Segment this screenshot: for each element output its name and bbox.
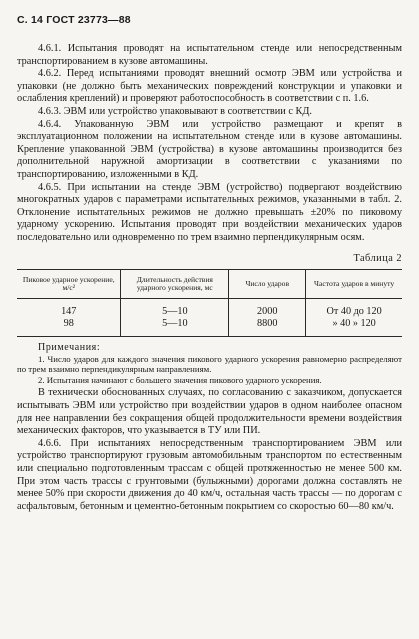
table-cell: 8800 (229, 318, 306, 336)
table-cell: 2000 (229, 299, 306, 318)
table-cell: 98 (17, 318, 121, 336)
page-header: С. 14 ГОСТ 23773—88 (17, 14, 131, 26)
paragraph-4-6-5: 4.6.5. При испытании на стенде ЭВМ (устройство) подвергают воздействию многократных ударов с параметрами испытательных режимов, указанными в табл. 2. Отклонение испытательных режимов не должно превышать ±20% по пиковому ударному ускорению. Испытания проводят при воздействии механических ударов последовательно или одновременно по трем взаимно перпендикулярным осям. (17, 181, 402, 243)
document-body (17, 43, 402, 513)
column-header-duration: Длительность действия ударного ускорения, мс (121, 269, 229, 299)
paragraph-4-6-3: 4.6.3. ЭВМ или устройство упаковывают в соответствии с КД. (38, 105, 312, 117)
table-cell: 5—10 (121, 318, 229, 336)
table-header-row (17, 269, 402, 299)
paragraph-4-6-1: 4.6.1. Испытания проводят на испытательном стенде или непосредственным транспортированием в кузове автомашины. (17, 43, 402, 67)
paragraph-exception: В технически обоснованных случаях, по согласованию с заказчиком, допускается испытывать ЭВМ или устройство при воздействии ударов в одном наиболее опасном для нее направлении без сокращения общей продолжительности времени воздействия механических факторов, что указывается в ТУ или ПИ. (17, 387, 402, 437)
table-row (17, 299, 402, 318)
table-row (17, 318, 402, 336)
note-1: 1. Число ударов для каждого значения пикового ударного ускорения равномерно распределяют по трем взаимно перпендикулярным направлениям. (17, 353, 402, 375)
paragraph-4-6-2: 4.6.2. Перед испытаниями проводят внешний осмотр ЭВМ или устройства и упаковки (не должно быть механических повреждений конструкции и упаковки и ослабления креплений) и проверяют работоспособность в соответствии с п. 1.6. (17, 68, 402, 105)
column-header-frequency: Частота ударов в минуту (306, 269, 402, 299)
paragraph-4-6-6: 4.6.6. При испытаниях непосредственным транспортированием ЭВМ или устройство транспортируют грузовым автомобильным транспортом по естественным или специально подготовленным трассам с общей протяженностью не менее 500 км. При этом часть трассы с грунтовыми (булыжными) дорогами должна составлять не менее 50% при скорости движения до 40 км/ч, остальная часть трассы — по дорогам с асфальтовым, бетонным и цементно-бетонным покрытием со скоростью 60—80 км/ч. (17, 437, 402, 512)
test-modes-table (17, 269, 402, 337)
table-cell: » 40 » 120 (306, 318, 402, 336)
notes-heading: Примечания: (38, 341, 101, 353)
table-cell: От 40 до 120 (306, 299, 402, 318)
table-label: Таблица 2 (353, 252, 402, 264)
paragraph-4-6-4: 4.6.4. Упакованную ЭВМ или устройство размещают и крепят в эксплуатационном положении на испытательном стенде или в кузове автомашины. Крепление упакованной ЭВМ (устройства) в кузове автомашины производится без дополнительной наружной амортизации в соответствии с указаниями по транспортированию, изложенными в КД. (17, 118, 402, 180)
table-cell: 5—10 (121, 299, 229, 318)
note-2: 2. Испытания начинают с большего значения пикового ударного ускорения. (38, 374, 322, 385)
table-cell: 147 (61, 306, 77, 318)
column-header-count: Число ударов (229, 269, 306, 299)
column-header-acceleration: Пиковое ударное ускорение, м/с² (17, 269, 121, 299)
